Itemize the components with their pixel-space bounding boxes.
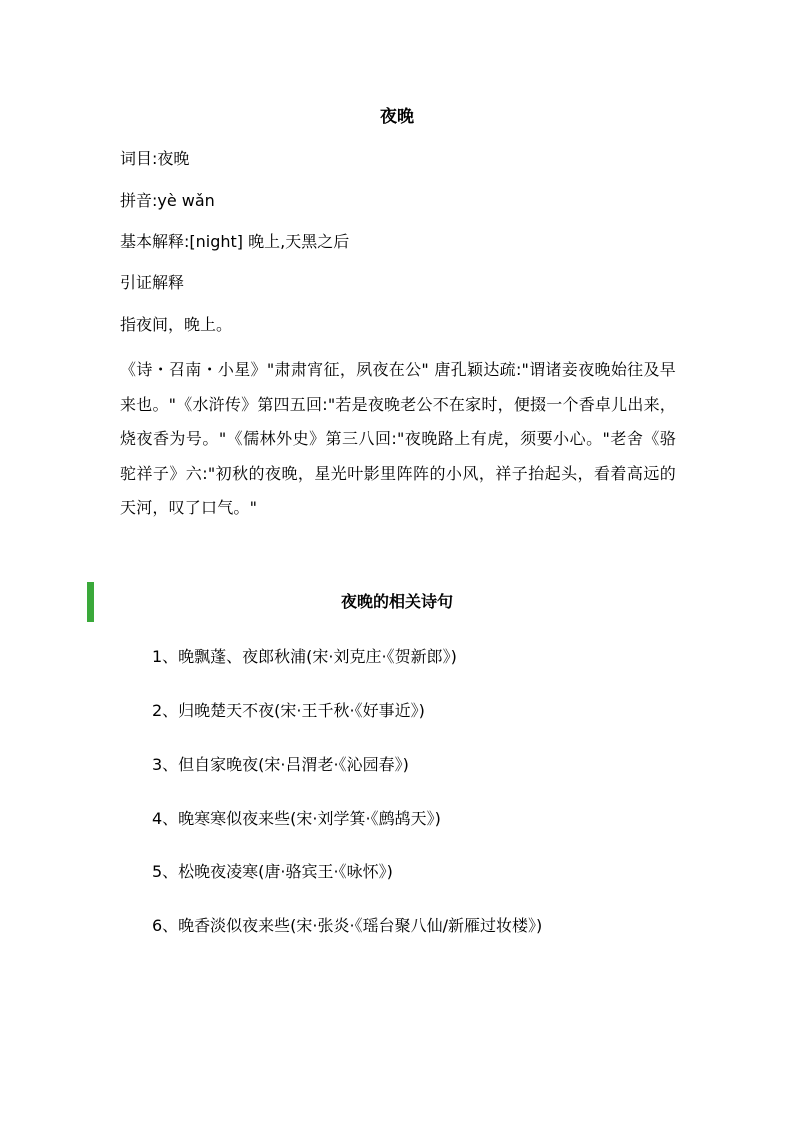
entry-line: 词目:夜晚	[120, 149, 190, 168]
poem-item: 1、晚飘蓬、夜郎秋浦(宋·刘克庄·《贺新郎》)	[152, 647, 457, 666]
poem-item: 5、松晚夜凌寒(唐·骆宾王·《咏怀》)	[152, 862, 393, 881]
basic-definition-line: 基本解释:[night] 晚上,天黑之后	[120, 232, 350, 251]
citation-heading: 引证解释	[120, 273, 185, 292]
citation-paragraph: 《诗・召南・小星》"肃肃宵征，夙夜在公" 唐孔颖达疏:"谓诸妾夜晚始往及早来也。"《水浒传》第四五回:"若是夜晚老公不在家时，便掇一个香卓儿出来，烧夜香为号。"《儒林外史》第三八回:"夜晚路上有虎，须要小心。"老舍《骆驼祥子》六:"初秋的夜晚，星光叶影里阵阵的小风，祥子抬起头，看着高远的天河，叹了口气。"	[120, 360, 676, 517]
poem-item: 6、晚香淡似夜来些(宋·张炎·《瑶台聚八仙/新雁过妆楼》)	[152, 916, 543, 935]
meaning-line: 指夜间，晚上。	[120, 315, 233, 334]
poem-item: 2、归晚楚天不夜(宋·王千秋·《好事近》)	[152, 701, 425, 720]
pinyin-line: 拼音:yè wǎn	[120, 191, 215, 210]
document-title: 夜晚	[380, 107, 414, 127]
poem-item: 3、但自家晚夜(宋·吕渭老·《沁园春》)	[152, 755, 409, 774]
poem-item: 4、晚寒寒似夜来些(宋·刘学箕·《鹧鸪天》)	[152, 809, 441, 828]
related-poems-heading: 夜晚的相关诗句	[340, 592, 453, 611]
